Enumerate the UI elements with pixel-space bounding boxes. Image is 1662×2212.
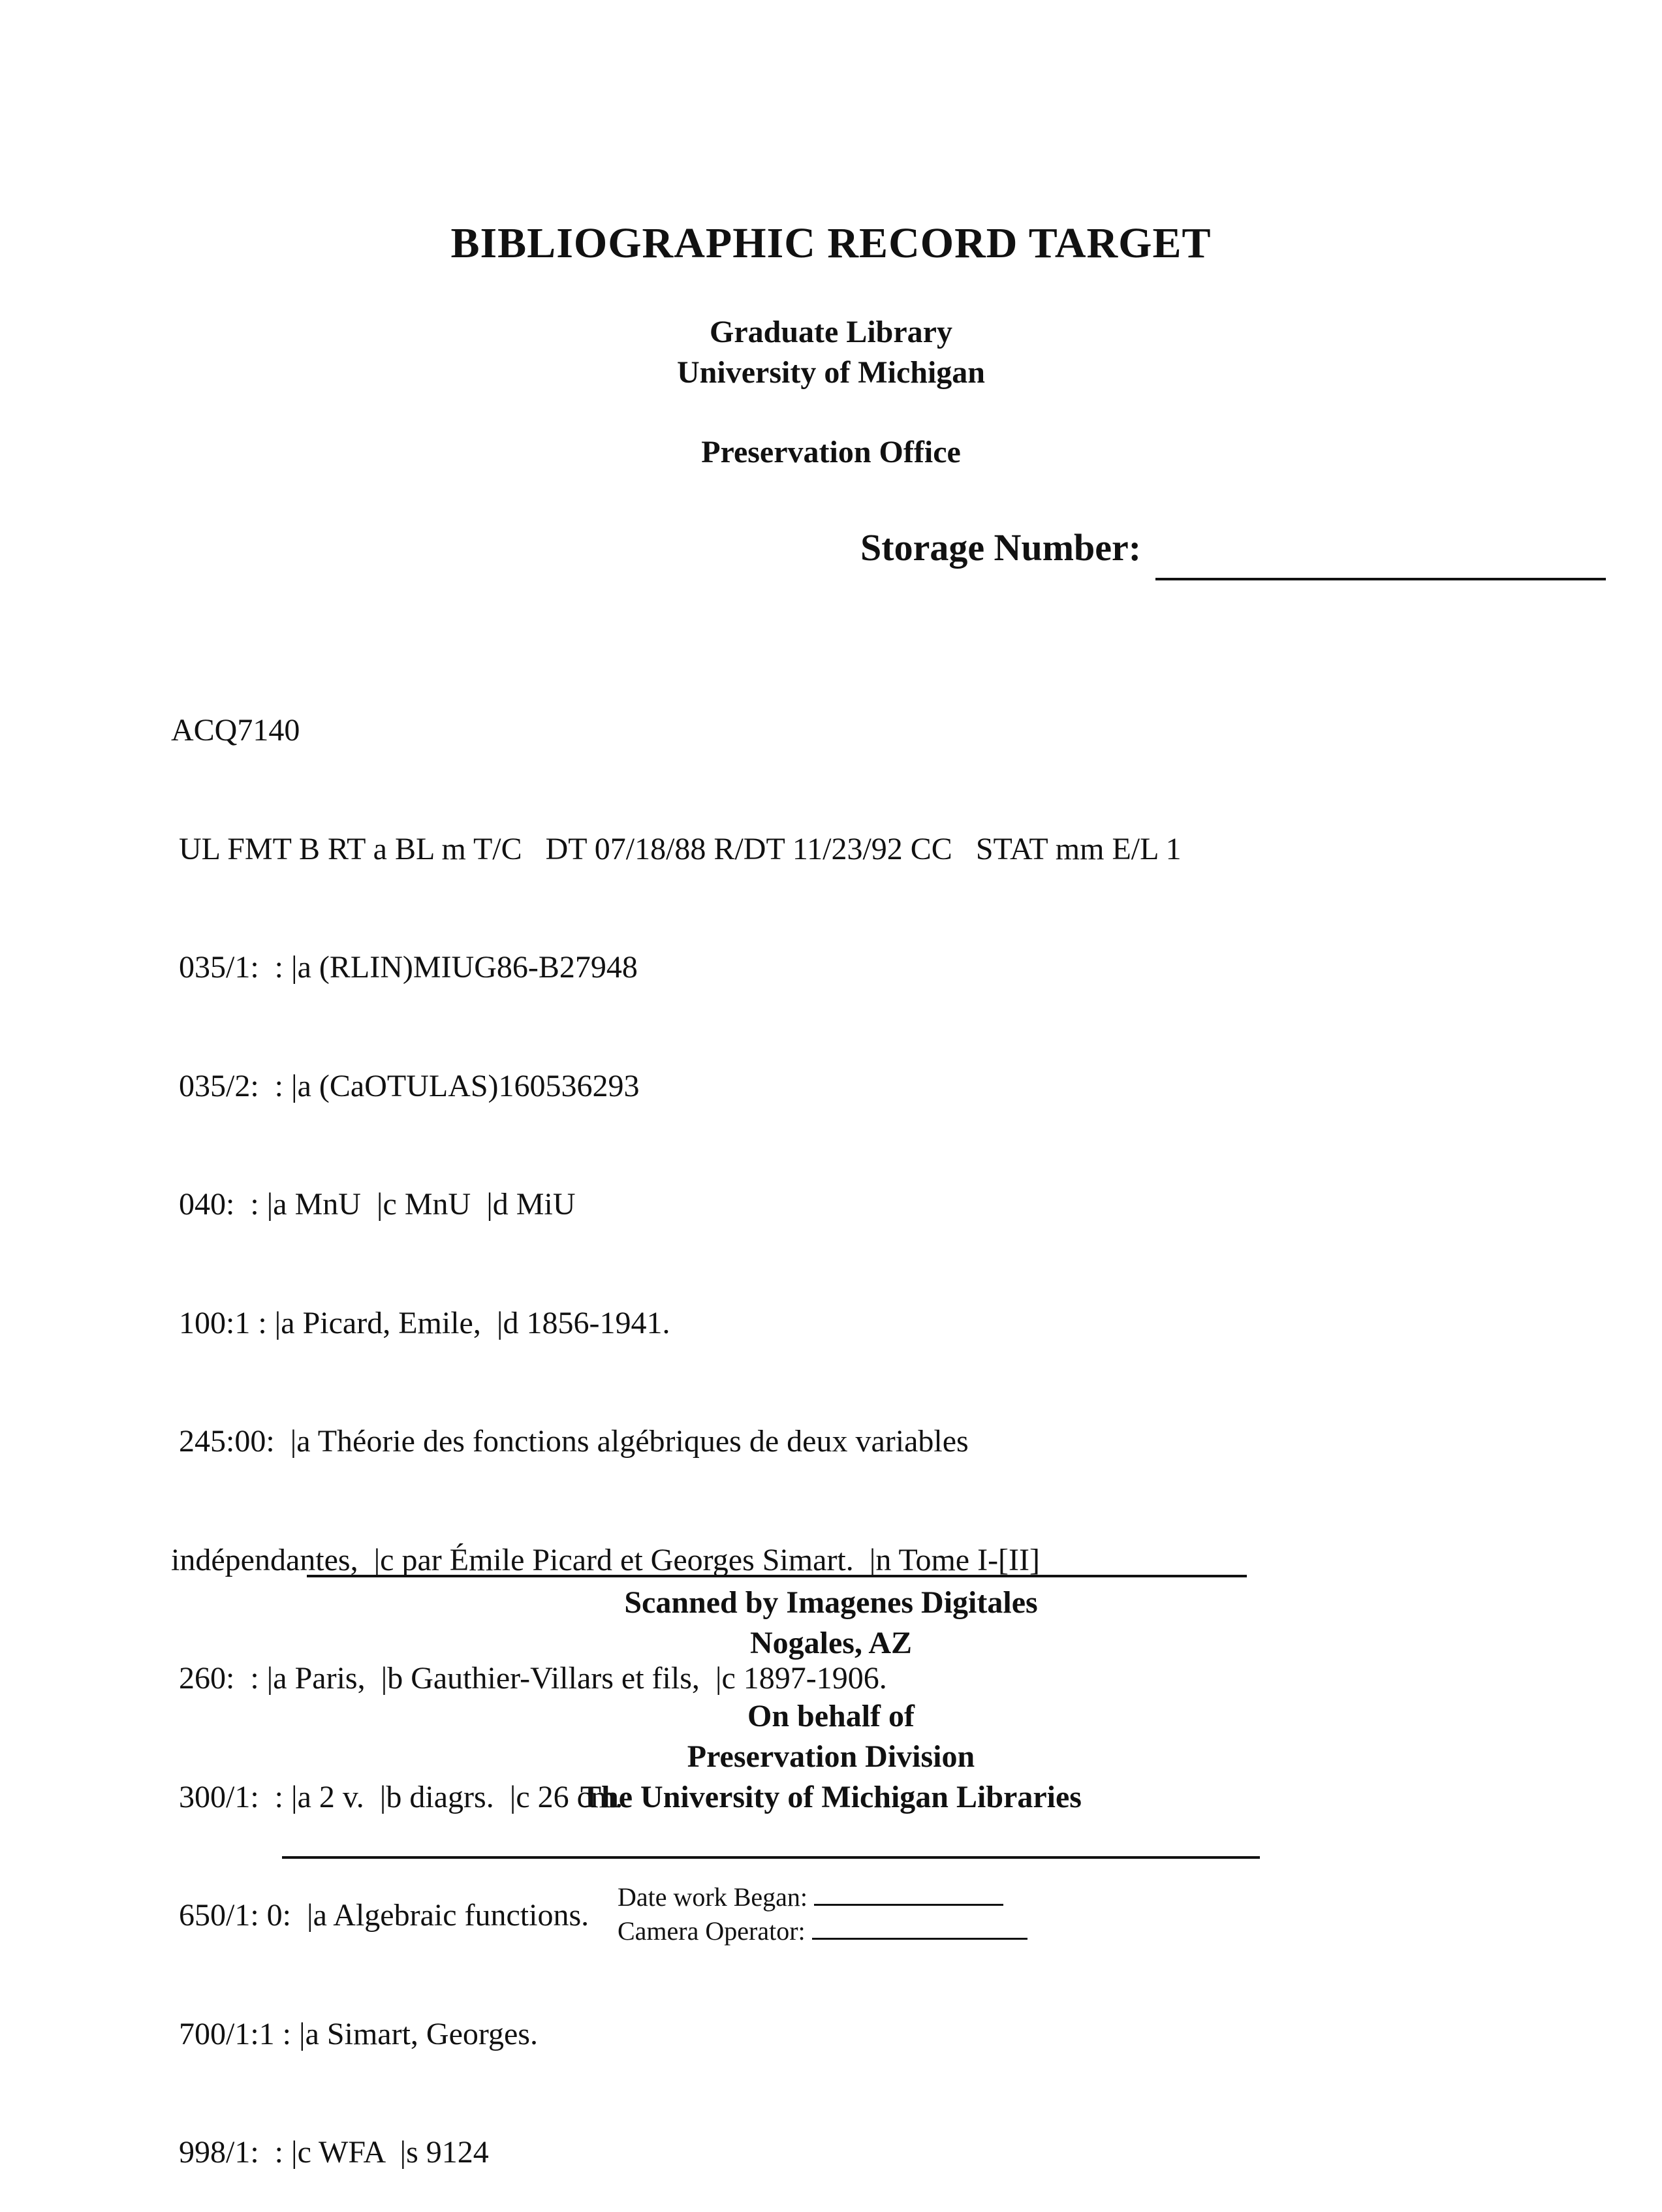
division-name: Preservation Division (687, 1739, 975, 1774)
divider (307, 1575, 1247, 1577)
divider (282, 1856, 1260, 1859)
record-line: 100:1 : |a Picard, Emile, |d 1856-1941. (179, 1305, 670, 1340)
record-line: UL FMT B RT a BL m T/C DT 07/18/88 R/DT 11/23/92 CC STAT mm E/L 1 (179, 831, 1182, 866)
scanner-location: Nogales, AZ (749, 1626, 912, 1660)
scanner-name: Scanned by Imagenes Digitales (624, 1585, 1038, 1620)
record-line: 035/2: : |a (CaOTULAS)160536293 (179, 1068, 640, 1103)
camera-operator-field[interactable] (812, 1914, 1027, 1940)
record-line: 650/1: 0: |a Algebraic functions. (179, 1898, 589, 1933)
scanner-block (0, 1583, 1662, 1664)
libraries-name: The University of Michigan Libraries (580, 1780, 1082, 1814)
record-line: indépendantes, |c par Émile Picard et Georges Simart. |n Tome I-[II] (171, 1542, 1040, 1577)
record-id: ACQ7140 (171, 713, 300, 748)
record-line: 260: : |a Paris, |b Gauthier-Villars et fils, |c 1897-1906. (179, 1661, 887, 1696)
library-block (0, 312, 1662, 393)
record-line: 040: : |a MnU |c MnU |d MiU (179, 1187, 576, 1222)
office-name: Preservation Office (701, 435, 961, 469)
record-line: 245:00: |a Théorie des fonctions algébriques de deux variables (179, 1424, 969, 1459)
university-name: University of Michigan (677, 355, 985, 390)
record-line: 300/1: : |a 2 v. |b diagrs. |c 26 cm. (179, 1779, 623, 1814)
camera-operator-label: Camera Operator: (618, 1916, 806, 1946)
record-line: 035/1: : |a (RLIN)MIUG86-B27948 (179, 950, 638, 985)
storage-number-label: Storage Number: (860, 526, 1142, 569)
page-title: BIBLIOGRAPHIC RECORD TARGET (450, 219, 1212, 267)
date-work-began-label: Date work Began: (618, 1882, 808, 1912)
bibliographic-record (171, 632, 1182, 2212)
date-work-began-field[interactable] (814, 1880, 1003, 1906)
storage-number-blank (1155, 578, 1606, 580)
record-line: 998/1: : |c WFA |s 9124 (179, 2135, 489, 2170)
behalf-block (0, 1696, 1662, 1818)
record-line: 700/1:1 : |a Simart, Georges. (179, 2016, 538, 2051)
behalf-label: On behalf of (747, 1699, 915, 1733)
camera-operator-row (618, 1914, 1027, 1948)
footer-fields (618, 1880, 1027, 1948)
library-name: Graduate Library (710, 315, 952, 349)
date-work-began-row (618, 1880, 1027, 1914)
